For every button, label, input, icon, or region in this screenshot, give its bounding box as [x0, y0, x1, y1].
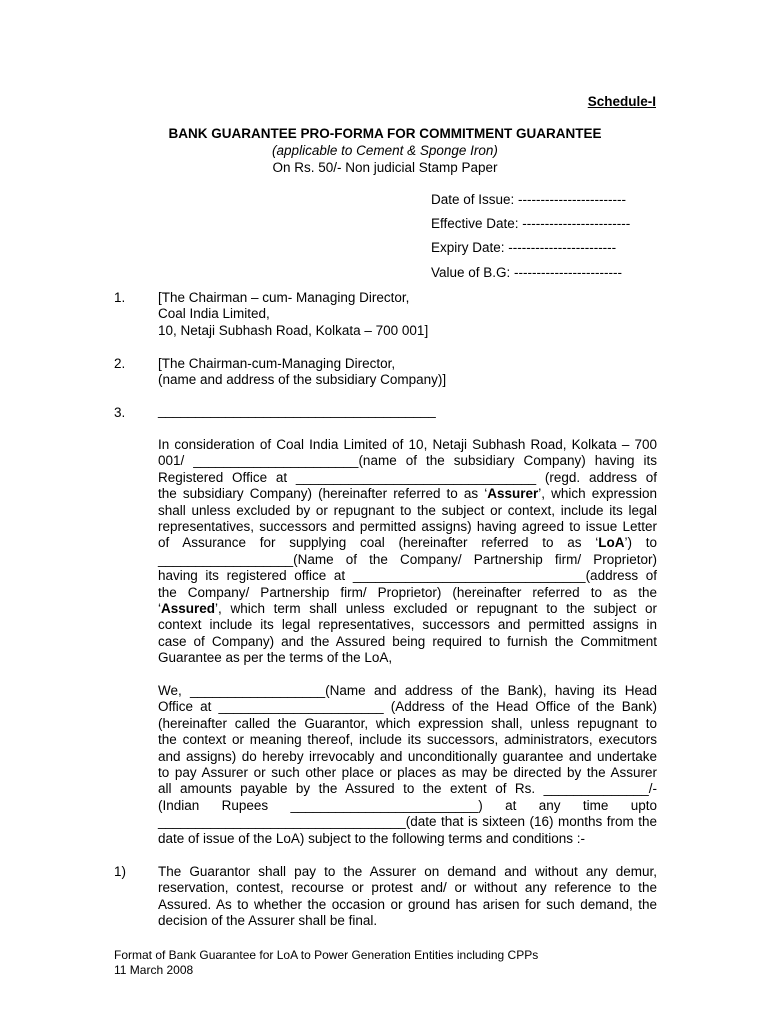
paragraph-line: case of Company) and the Assured being required to furnish the Commitment — [158, 633, 657, 649]
paragraph-line: Guarantee as per the terms of the LoA, — [158, 650, 393, 666]
addressee-number: 1. — [114, 290, 126, 305]
date-of-issue: Date of Issue: ------------------------ — [431, 192, 626, 207]
expiry-date: Expiry Date: ------------------------ — [431, 240, 617, 255]
paragraph-line: of Assurance for supplying coal (hereinafter referred to as ‘LoA’) to — [158, 535, 658, 551]
clause-number: 1) — [114, 864, 127, 879]
paragraph-line: the context or meaning thereof, include its successors, administrators, executors — [158, 732, 657, 748]
addressee-line: 10, Netaji Subhash Road, Kolkata – 700 001] — [158, 323, 429, 338]
paragraph-line: to pay Assurer or such other place or places as may be directed by the Assurer — [158, 765, 657, 781]
document-subtitle-applicability: (applicable to Cement & Sponge Iron) — [272, 143, 498, 158]
paragraph-line: date of issue of the LoA) subject to the following terms and conditions :- — [158, 830, 585, 846]
paragraph-line: Office at ______________________ (Address of the Head Office of the Bank) — [158, 699, 657, 715]
paragraph-line: the subsidiary Company) (hereinafter referred to as ‘Assurer’, which expression — [158, 486, 657, 502]
addressee-blank-line: _____________________________________ — [158, 403, 436, 418]
paragraph-line: The Guarantor shall pay to the Assurer on demand and without any demur, — [158, 864, 657, 879]
paragraph-line: We, __________________(Name and address of the Bank), having its Head — [158, 683, 657, 698]
footer-date: 11 March 2008 — [114, 963, 194, 977]
footer-format-note: Format of Bank Guarantee for LoA to Power Generation Entities including CPPs — [114, 948, 539, 962]
value-of-bg: Value of B.G: ------------------------ — [431, 265, 622, 280]
paragraph-line: reservation, contest, recourse or protest and/ or without any reference to the — [158, 880, 657, 896]
paragraph-line: Registered Office at ________________________________ (regd. address of — [158, 469, 657, 485]
paragraph-line: the Company/ Partnership firm/ Proprietor) (hereinafter referred to as the — [158, 584, 657, 600]
paragraph-line: _________________________________(date that is sixteen (16) months from the — [158, 814, 657, 830]
addressee-line: [The Chairman – cum- Managing Director, — [158, 290, 410, 305]
addressee-number: 2. — [114, 356, 126, 371]
addressee-line: (name and address of the subsidiary Company)] — [158, 372, 447, 387]
addressee-number: 3. — [114, 405, 126, 420]
paragraph-line: Assured. As to whether the occasion or ground has arisen for such demand, the — [158, 896, 657, 912]
paragraph-line: having its registered office at _______________________________(address of — [158, 568, 657, 584]
paragraph-line: (Indian Rupees _________________________) at any time upto — [158, 797, 657, 813]
effective-date: Effective Date: ------------------------ — [431, 216, 631, 231]
addressee-line: Coal India Limited, — [158, 306, 270, 321]
document-title: BANK GUARANTEE PRO-FORMA FOR COMMITMENT GUARANTEE — [168, 126, 602, 141]
paragraph-line: shall unless excluded by or repugnant to the subject or context, include its legal — [158, 502, 657, 518]
paragraph-line: ‘Assured’, which term shall unless excluded or repugnant to the subject or — [158, 601, 657, 617]
paragraph-line: decision of the Assurer shall be final. — [158, 913, 378, 929]
paragraph-line: In consideration of Coal India Limited of 10, Netaji Subhash Road, Kolkata – 700 — [158, 437, 657, 452]
paragraph-line: representatives, successors and permitted assigns) having agreed to issue Letter — [158, 519, 657, 535]
paragraph-line: and assigns) do hereby irrevocably and unconditionally guarantee and undertake — [158, 748, 657, 764]
paragraph-line: context include its legal representatives, successors and permitted assigns in — [158, 617, 657, 633]
paragraph-line: all amounts payable by the Assured to the extent of Rs. ______________/- — [158, 781, 657, 797]
guarantor-paragraph — [158, 683, 657, 847]
paragraph-line: (hereinafter called the Guarantor, which expression shall, unless repugnant to — [158, 715, 657, 731]
document-subtitle-stamp-paper: On Rs. 50/- Non judicial Stamp Paper — [272, 160, 498, 175]
paragraph-line: 001/ ______________________(name of the subsidiary Company) having its — [158, 453, 657, 469]
paragraph-line: __________________(Name of the Company/ Partnership firm/ Proprietor) — [158, 551, 657, 567]
schedule-label: Schedule-I — [587, 94, 656, 109]
consideration-paragraph — [158, 437, 657, 667]
clause-1-paragraph — [158, 864, 657, 930]
addressee-line: [The Chairman-cum-Managing Director, — [158, 356, 396, 371]
